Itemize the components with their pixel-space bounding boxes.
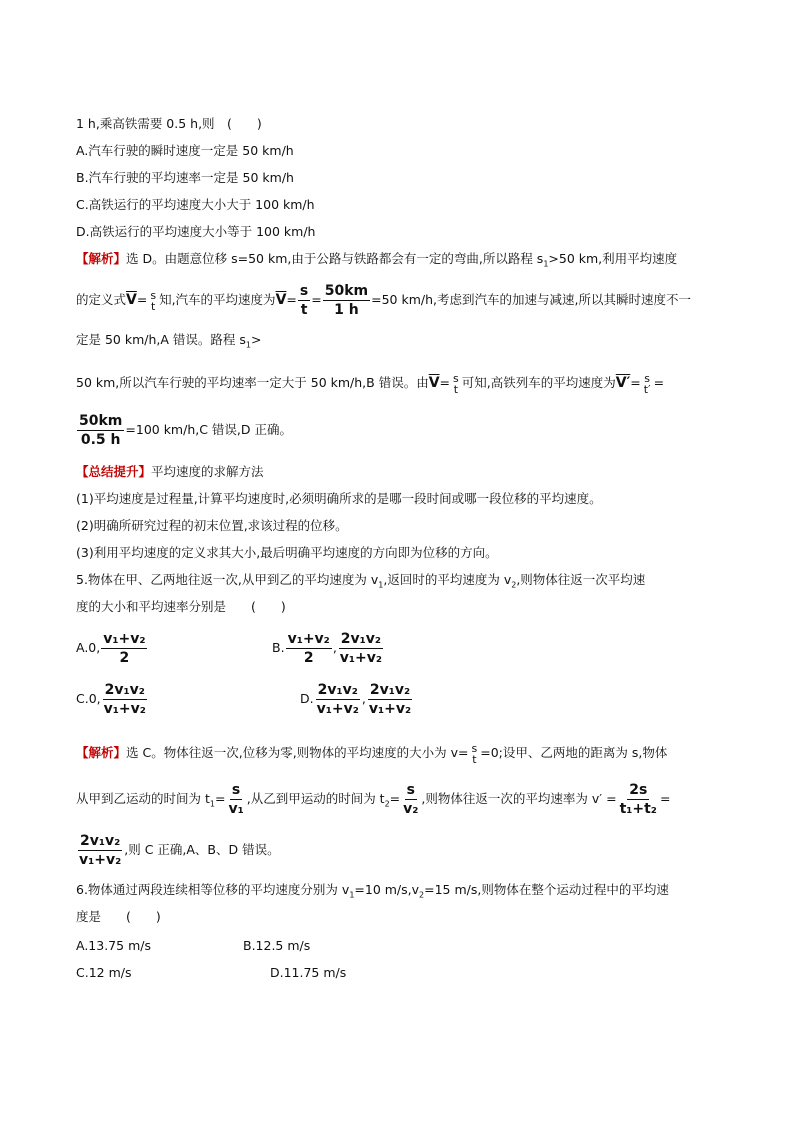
q5-analysis-line-2 bbox=[76, 779, 670, 825]
summary-point-3: (3)利用平均速度的定义求其大小,最后明确平均速度的方向即为位移的方向。 bbox=[76, 545, 498, 560]
q4-analysis-line-5 bbox=[76, 412, 292, 448]
q6-option-d: D.11.75 m/s bbox=[270, 965, 347, 980]
option-label: B. bbox=[272, 640, 285, 655]
denominator: v₁+v₂ bbox=[339, 650, 383, 666]
option-label: A.0, bbox=[76, 640, 101, 655]
analysis-text: =100 km/h,C 错误,D 正确。 bbox=[125, 422, 292, 437]
option-label: C.0, bbox=[76, 691, 101, 706]
numerator: s bbox=[231, 782, 241, 798]
fraction-s-over-t bbox=[451, 373, 461, 395]
numerator: s bbox=[299, 283, 309, 299]
q4-option-c: C.高铁运行的平均速度大小大于 100 km/h bbox=[76, 197, 315, 212]
fraction-s-over-t bbox=[470, 743, 480, 765]
denominator: v₁ bbox=[228, 801, 244, 817]
denominator: 2 bbox=[119, 650, 130, 666]
q6-option-c: C.12 m/s bbox=[76, 965, 132, 980]
comma: , bbox=[361, 691, 366, 706]
numerator: v₁+v₂ bbox=[287, 631, 330, 647]
analysis-tag: 【解析】 bbox=[76, 745, 127, 760]
denominator: t bbox=[472, 752, 477, 766]
q6-option-b: B.12.5 m/s bbox=[243, 938, 311, 953]
analysis-text: > bbox=[250, 332, 262, 347]
equals-sign: = bbox=[136, 292, 148, 307]
analysis-text: ,则物体往返一次的平均速率为 v′ = bbox=[421, 791, 617, 806]
fraction-v1pv2-over-2 bbox=[286, 632, 332, 665]
q4-stem-text: 1 h,乘高铁需要 0.5 h,则 ( ) bbox=[76, 116, 262, 131]
fraction-2v1v2-over-v1pv2 bbox=[315, 683, 361, 716]
fraction-2v1v2-over-v1pv2 bbox=[338, 632, 384, 665]
numerator: 50km bbox=[324, 283, 369, 299]
fraction-s-over-tprime bbox=[642, 373, 653, 395]
analysis-text: 50 km,所以汽车行驶的平均速率一定大于 50 km/h,B 错误。由 bbox=[76, 375, 429, 390]
q4-option-d: D.高铁运行的平均速度大小等于 100 km/h bbox=[76, 224, 316, 239]
subscript: 1 bbox=[349, 890, 355, 900]
equals-sign: = bbox=[286, 292, 297, 307]
summary-point-2: (2)明确所研究过程的初末位置,求该过程的位移。 bbox=[76, 518, 348, 533]
stem-text: 6.物体通过两段连续相等位移的平均速度分别为 v bbox=[76, 882, 350, 897]
fraction-s-over-v1 bbox=[226, 783, 245, 816]
subscript: 2 bbox=[384, 799, 390, 809]
v-prime-bar-symbol: V′ bbox=[615, 375, 631, 391]
q5-option-d bbox=[300, 679, 414, 719]
fraction-50km-over-1h bbox=[323, 284, 370, 317]
analysis-text: 选 D。由题意位移 s=50 km,由于公路与铁路都会有一定的弯曲,所以路程 s bbox=[126, 251, 544, 266]
equals-sign: = bbox=[389, 791, 401, 806]
denominator: v₂ bbox=[403, 801, 419, 817]
denominator: t bbox=[151, 299, 156, 313]
denominator: t bbox=[453, 382, 459, 396]
stem-text: =15 m/s,则物体在整个运动过程中的平均速 bbox=[424, 882, 669, 897]
q4-analysis-line-3 bbox=[76, 332, 261, 354]
analysis-text: ,则 C 正确,A、B、D 错误。 bbox=[124, 842, 280, 857]
fraction-2s-over-t1pt2 bbox=[618, 783, 659, 816]
analysis-text: =50 km/h,考虑到汽车的加速与减速,所以其瞬时速度不一 bbox=[371, 292, 691, 307]
q5-analysis-line-1 bbox=[76, 738, 667, 768]
numerator: 2v₁v₂ bbox=[79, 833, 121, 849]
numerator: 2s bbox=[629, 782, 648, 798]
numerator: s bbox=[644, 371, 651, 385]
q4-analysis-line-1 bbox=[76, 251, 677, 273]
numerator: s bbox=[406, 782, 415, 798]
analysis-tag: 【解析】 bbox=[76, 251, 127, 266]
stem-text: ,返回时的平均速度为 v bbox=[383, 572, 512, 587]
numerator: s bbox=[471, 741, 478, 755]
q5-analysis-line-3 bbox=[76, 830, 280, 870]
equals-sign: = bbox=[630, 375, 641, 390]
summary-tag: 【总结提升】 bbox=[76, 464, 152, 479]
fraction-s-over-v2 bbox=[401, 783, 420, 816]
summary-point-1: (1)平均速度是过程量,计算平均速度时,必须明确所求的是哪一段时间或哪一段位移的平均速度。 bbox=[76, 491, 602, 506]
q5-stem-line-1 bbox=[76, 572, 645, 594]
q6-stem-line-1 bbox=[76, 882, 669, 904]
v-bar-symbol: $\overline{V}$ bbox=[126, 292, 137, 308]
summary-title: 平均速度的求解方法 bbox=[151, 464, 264, 479]
q4-option-b: B.汽车行驶的平均速率一定是 50 km/h bbox=[76, 170, 294, 185]
fraction-v1pv2-over-2 bbox=[101, 632, 147, 665]
q5-option-a bbox=[76, 628, 148, 668]
subscript: 2 bbox=[419, 890, 425, 900]
q4-analysis-line-4 bbox=[76, 368, 664, 398]
numerator: 50km bbox=[79, 413, 123, 429]
stem-text: ,则物体往返一次平均速 bbox=[516, 572, 646, 587]
denominator: t′ bbox=[643, 382, 651, 396]
numerator: 2v₁v₂ bbox=[340, 631, 382, 647]
subscript: 1 bbox=[245, 340, 251, 350]
fraction-s-over-t bbox=[148, 290, 158, 312]
equals-sign: = bbox=[659, 791, 671, 806]
analysis-text: 定是 50 km/h,A 错误。路程 s bbox=[76, 332, 246, 347]
numerator: s bbox=[150, 288, 157, 302]
q6-stem-line-2: 度是 ( ) bbox=[76, 909, 161, 924]
analysis-text: =0;设甲、乙两地的距离为 s,物体 bbox=[480, 745, 668, 760]
equals-sign: = bbox=[311, 292, 322, 307]
fraction-2v1v2-over-v1pv2 bbox=[102, 683, 148, 716]
q6-option-a: A.13.75 m/s bbox=[76, 938, 151, 953]
fraction-s-over-t bbox=[298, 284, 310, 317]
subscript: 1 bbox=[209, 799, 215, 809]
v-bar-symbol: $\overline{V}$ bbox=[275, 292, 287, 308]
q4-option-a: A.汽车行驶的瞬时速度一定是 50 km/h bbox=[76, 143, 294, 158]
equals-sign: = bbox=[214, 791, 226, 806]
denominator: v₁+v₂ bbox=[316, 701, 359, 717]
v-bar-symbol: $\overline{V}$ bbox=[428, 375, 440, 391]
summary-heading bbox=[76, 464, 264, 480]
option-label: D. bbox=[300, 691, 314, 706]
denominator: t₁+t₂ bbox=[619, 801, 657, 817]
analysis-text: 选 C。物体往返一次,位移为零,则物体的平均速度的大小为 v= bbox=[126, 745, 469, 760]
denominator: v₁+v₂ bbox=[79, 852, 122, 868]
q4-analysis-line-2 bbox=[76, 284, 691, 317]
denominator: 0.5 h bbox=[80, 432, 121, 448]
subscript: 1 bbox=[378, 580, 384, 590]
analysis-text: 从甲到乙运动的时间为 t bbox=[76, 791, 210, 806]
equals-sign: = bbox=[653, 375, 665, 390]
fraction-50km-over-0.5h bbox=[77, 414, 124, 447]
q5-option-c bbox=[76, 679, 149, 719]
analysis-text: 可知,高铁列车的平均速度为 bbox=[461, 375, 616, 390]
fraction-2v1v2-over-v1pv2 bbox=[367, 683, 413, 716]
analysis-text: >50 km,利用平均速度 bbox=[548, 251, 678, 266]
q5-stem-line-2: 度的大小和平均速率分别是 ( ) bbox=[76, 599, 286, 614]
equals-sign: = bbox=[439, 375, 451, 390]
q5-option-b bbox=[272, 628, 385, 668]
denominator: 2 bbox=[303, 650, 314, 666]
numerator: 2v₁v₂ bbox=[369, 682, 411, 698]
analysis-text: 知,汽车的平均速度为 bbox=[159, 292, 276, 307]
denominator: 1 h bbox=[334, 302, 359, 318]
subscript: 1 bbox=[543, 259, 549, 269]
analysis-text: ,从乙到甲运动的时间为 t bbox=[246, 791, 385, 806]
numerator: v₁+v₂ bbox=[103, 631, 146, 647]
numerator: s bbox=[453, 371, 459, 385]
subscript: 2 bbox=[511, 580, 517, 590]
numerator: 2v₁v₂ bbox=[317, 682, 358, 698]
denominator: v₁+v₂ bbox=[103, 701, 146, 717]
denominator: v₁+v₂ bbox=[368, 701, 412, 717]
comma: , bbox=[332, 640, 337, 655]
q4-stem-tail bbox=[76, 116, 262, 132]
fraction-2v1v2-over-v1pv2 bbox=[77, 834, 123, 867]
analysis-text: 的定义式 bbox=[76, 292, 127, 307]
stem-text: =10 m/s,v bbox=[354, 882, 420, 897]
denominator: t bbox=[300, 302, 308, 318]
stem-text: 5.物体在甲、乙两地往返一次,从甲到乙的平均速度为 v bbox=[76, 572, 379, 587]
numerator: 2v₁v₂ bbox=[104, 682, 145, 698]
